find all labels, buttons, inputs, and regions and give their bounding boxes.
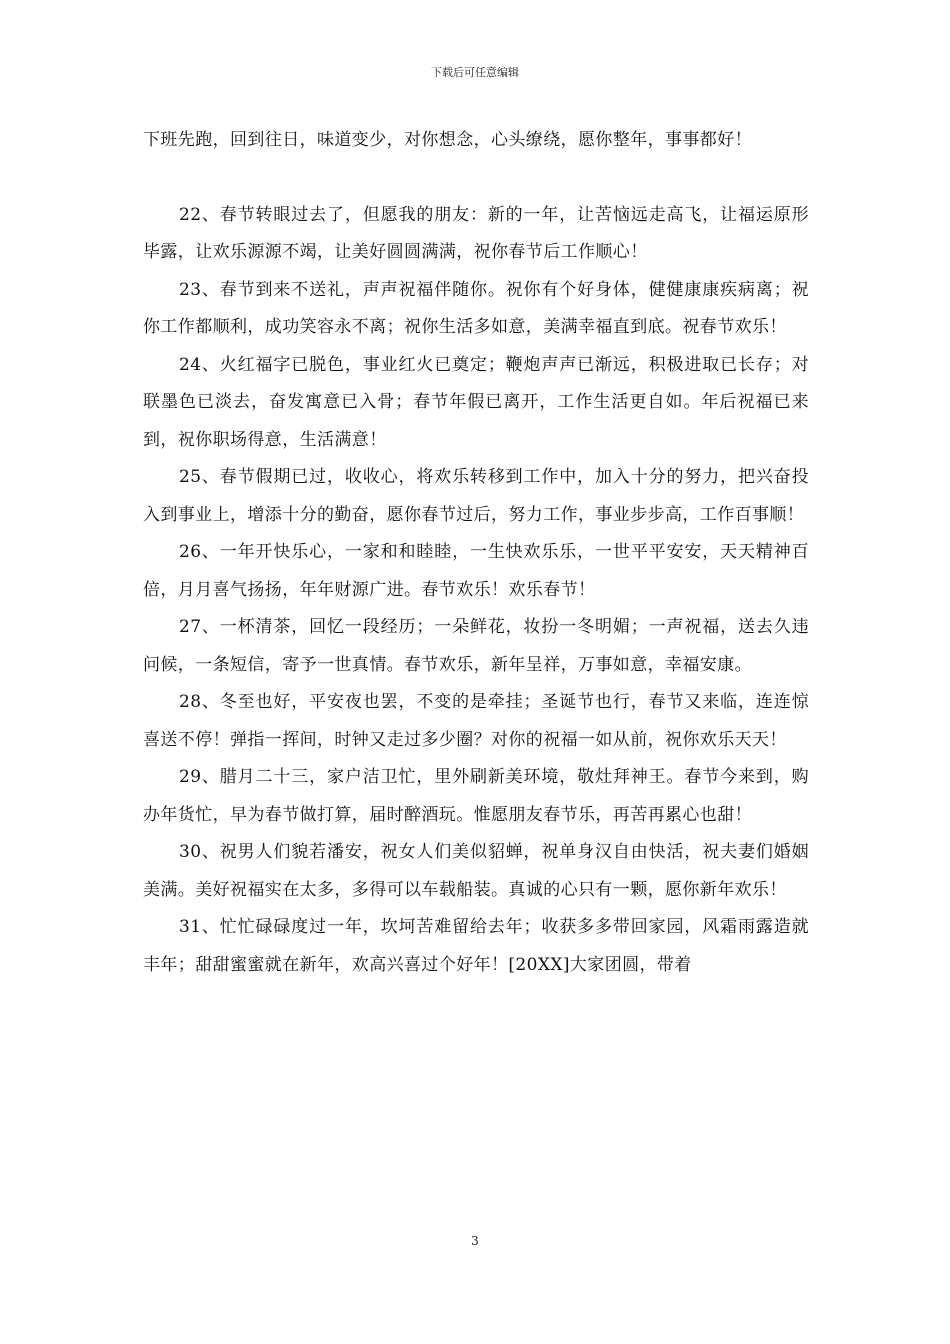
paragraph-continued: 下班先跑，回到往日，味道变少，对你想念，心头缭绕，愿你整年，事事都好！	[143, 130, 752, 150]
paragraph-26: 26、一年开快乐心，一家和和睦睦，一生快欢乐乐，一世平平安安，天天精神百倍，月月喜气扬扬，年年财源广进。春节欢乐！欢乐春节！	[143, 542, 809, 600]
paragraph-22: 22、春节转眼过去了，但愿我的朋友：新的一年，让苦恼远走高飞，让福运原形毕露，让欢乐源源不竭，让美好圆圆满满，祝你春节后工作顺心！	[143, 204, 809, 262]
paragraph-29: 29、腊月二十三，家户洁卫忙，里外刷新美环境，敬灶拜神王。春节今来到，购办年货忙，早为春节做打算，届时醉酒玩。惟愿朋友春节乐，再苦再累心也甜！	[143, 767, 809, 825]
paragraph-30: 30、祝男人们貌若潘安，祝女人们美似貂蝉，祝单身汉自由快活，祝夫妻们婚姻美满。美好祝福实在太多，多得可以车载船装。真诚的心只有一颗，愿你新年欢乐！	[143, 842, 809, 900]
paragraph-27: 27、一杯清茶，回忆一段经历；一朵鲜花，妆扮一冬明媚；一声祝福，送去久违问候，一条短信，寄予一世真情。春节欢乐，新年呈祥，万事如意，幸福安康。	[143, 617, 809, 675]
paragraph-24: 24、火红福字已脱色，事业红火已奠定；鞭炮声声已渐远，积极进取已长存；对联墨色已淡去，奋发寓意已入骨；春节年假已离开，工作生活更自如。年后祝福已来到，祝你职场得意，生活满意！	[143, 354, 809, 450]
paragraph-28: 28、冬至也好，平安夜也罢，不变的是牵挂；圣诞节也行，春节又来临，连连惊喜送不停！弹指一挥间，时钟又走过多少圈？对你的祝福一如从前，祝你欢乐天天！	[143, 692, 809, 750]
page-header: 下载后可任意编辑	[431, 66, 519, 79]
page-number: 3	[471, 1234, 479, 1248]
paragraph-25: 25、春节假期已过，收收心，将欢乐转移到工作中，加入十分的努力，把兴奋投入到事业上，增添十分的勤奋，愿你春节过后，努力工作，事业步步高，工作百事顺！	[143, 467, 809, 525]
document-body	[143, 122, 809, 984]
paragraph-23: 23、春节到来不送礼，声声祝福伴随你。祝你有个好身体，健健康康疾病离；祝你工作都顺利，成功笑容永不离；祝你生活多如意，美满幸福直到底。祝春节欢乐！	[143, 279, 809, 337]
paragraph-31: 31、忙忙碌碌度过一年，坎坷苦难留给去年；收获多多带回家园，风霜雨露造就丰年；甜甜蜜蜜就在新年，欢高兴喜过个好年！[20XX]大家团圆，带着	[143, 917, 809, 975]
